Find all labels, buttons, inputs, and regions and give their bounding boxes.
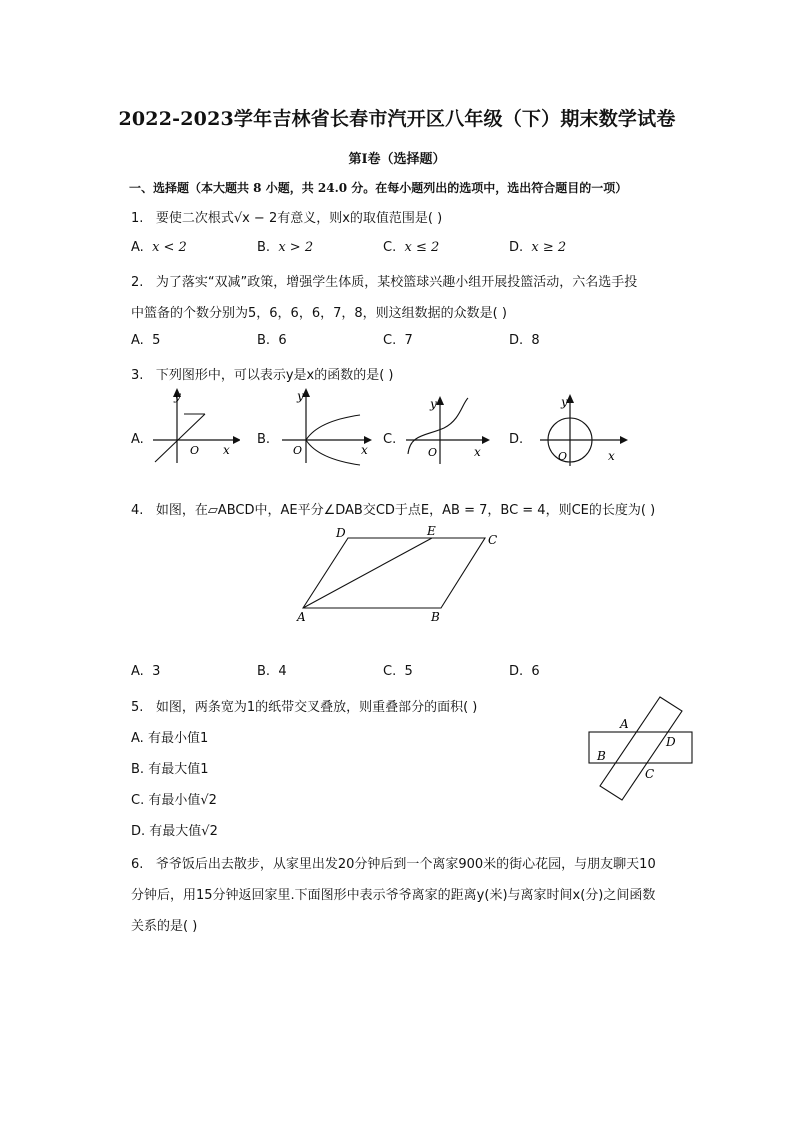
point-b-label: B bbox=[597, 749, 606, 763]
origin-label: O bbox=[428, 446, 438, 459]
question-number: 3. bbox=[131, 368, 144, 383]
question-5-option-a[interactable]: A. 有最小值1 bbox=[131, 731, 209, 746]
origin-label: O bbox=[293, 444, 303, 457]
question-5-option-d[interactable]: D. 有最大值√2 bbox=[131, 824, 218, 839]
question-text: 如图，在▱ABCD中，AE平分∠DAB交CD于点E，AB = 7，BC = 4，则CE的长度为( ) bbox=[155, 503, 656, 518]
question-3-option-c[interactable]: C. bbox=[383, 432, 397, 447]
point-e-label: E bbox=[427, 524, 436, 538]
question-3-option-b[interactable]: B. bbox=[257, 432, 271, 447]
point-c-label: C bbox=[645, 767, 655, 781]
question-text: 爷爷饭后出去散步，从家里出发20分钟后到一个离家900米的街心花园，与朋友聊天10 bbox=[155, 857, 656, 872]
question-4-option-b[interactable]: B. 4 bbox=[257, 664, 287, 679]
origin-label: O bbox=[190, 444, 200, 457]
x-axis-label: x bbox=[223, 443, 230, 457]
question-5-stem bbox=[131, 696, 477, 715]
question-5-option-b[interactable]: B. 有最大值1 bbox=[131, 762, 209, 777]
x-axis-label: x bbox=[361, 443, 368, 457]
question-6-stem-line-2: 分钟后，用15分钟返回家里.下面图形中表示爷爷离家的距离y(米)与离家时间x(分)之间函数 bbox=[131, 888, 656, 903]
x-axis-label: x bbox=[608, 449, 615, 463]
question-number: 4. bbox=[131, 503, 144, 518]
x-axis-label: x bbox=[474, 445, 481, 459]
question-1-option-b[interactable]: B. x > 2 bbox=[257, 240, 314, 255]
point-a-label: A bbox=[620, 717, 629, 731]
y-axis-label: y bbox=[561, 395, 568, 409]
question-text: 要使二次根式√x − 2有意义，则x的取值范围是( ) bbox=[155, 211, 443, 226]
question-4-option-a[interactable]: A. 3 bbox=[131, 664, 161, 679]
question-3-graph-b bbox=[278, 388, 374, 468]
question-2-option-a[interactable]: A. 5 bbox=[131, 333, 161, 348]
question-1-option-d[interactable]: D. x ≥ 2 bbox=[509, 240, 567, 255]
y-axis-label: y bbox=[297, 389, 304, 403]
question-2-option-c[interactable]: C. 7 bbox=[383, 333, 413, 348]
question-3-stem bbox=[131, 364, 393, 383]
question-6-stem-line-3: 关系的是( ) bbox=[131, 919, 198, 934]
y-axis-label: y bbox=[430, 397, 437, 411]
question-3-graph-a bbox=[148, 388, 240, 468]
question-number: 2. bbox=[131, 275, 144, 290]
point-d-label: D bbox=[666, 735, 676, 749]
question-number: 1. bbox=[131, 211, 144, 226]
question-3-option-d[interactable]: D. bbox=[509, 432, 524, 447]
y-axis-label: y bbox=[174, 389, 181, 403]
question-text: 下列图形中，可以表示y是x的函数的是( ) bbox=[155, 368, 394, 383]
point-b-label: B bbox=[431, 610, 440, 624]
origin-label: O bbox=[558, 450, 568, 463]
question-1-option-a[interactable]: A. x < 2 bbox=[131, 240, 187, 255]
question-4-stem bbox=[131, 499, 655, 518]
point-a-label: A bbox=[297, 610, 306, 624]
question-5-paper-strips-figure bbox=[584, 692, 696, 804]
page-subtitle: 第I卷（选择题） bbox=[348, 152, 446, 167]
question-number: 6. bbox=[131, 857, 144, 872]
question-2-option-d[interactable]: D. 8 bbox=[509, 333, 540, 348]
question-6-stem-line-1 bbox=[131, 853, 656, 872]
question-text: 为了落实“双减”政策，增强学生体质，某校篮球兴趣小组开展投篮活动，六名选手投 bbox=[155, 275, 638, 290]
point-c-label: C bbox=[488, 533, 498, 547]
question-text: 如图，两条宽为1的纸带交叉叠放，则重叠部分的面积( ) bbox=[155, 700, 478, 715]
page-title: 2022-2023学年吉林省长春市汽开区八年级（下）期末数学试卷 bbox=[118, 108, 676, 130]
question-1-option-c[interactable]: C. x ≤ 2 bbox=[383, 240, 440, 255]
section-heading: 一、选择题（本大题共 8 小题，共 24.0 分。在每小题列出的选项中，选出符合题目的一项） bbox=[129, 181, 628, 195]
question-2-stem-line-2: 中篮备的个数分别为5，6，6，6，7，8，则这组数据的众数是( ) bbox=[131, 306, 507, 321]
question-4-option-d[interactable]: D. 6 bbox=[509, 664, 540, 679]
question-4-parallelogram-figure bbox=[292, 520, 512, 630]
point-d-label: D bbox=[336, 526, 346, 540]
question-5-option-c[interactable]: C. 有最小值√2 bbox=[131, 793, 217, 808]
question-3-graph-d bbox=[538, 394, 630, 468]
question-3-graph-c bbox=[402, 396, 492, 468]
question-2-option-b[interactable]: B. 6 bbox=[257, 333, 287, 348]
question-4-option-c[interactable]: C. 5 bbox=[383, 664, 413, 679]
question-3-option-a[interactable]: A. bbox=[131, 432, 144, 447]
question-2-stem-line-1 bbox=[131, 271, 637, 290]
question-1-stem bbox=[131, 207, 442, 226]
question-number: 5. bbox=[131, 700, 144, 715]
